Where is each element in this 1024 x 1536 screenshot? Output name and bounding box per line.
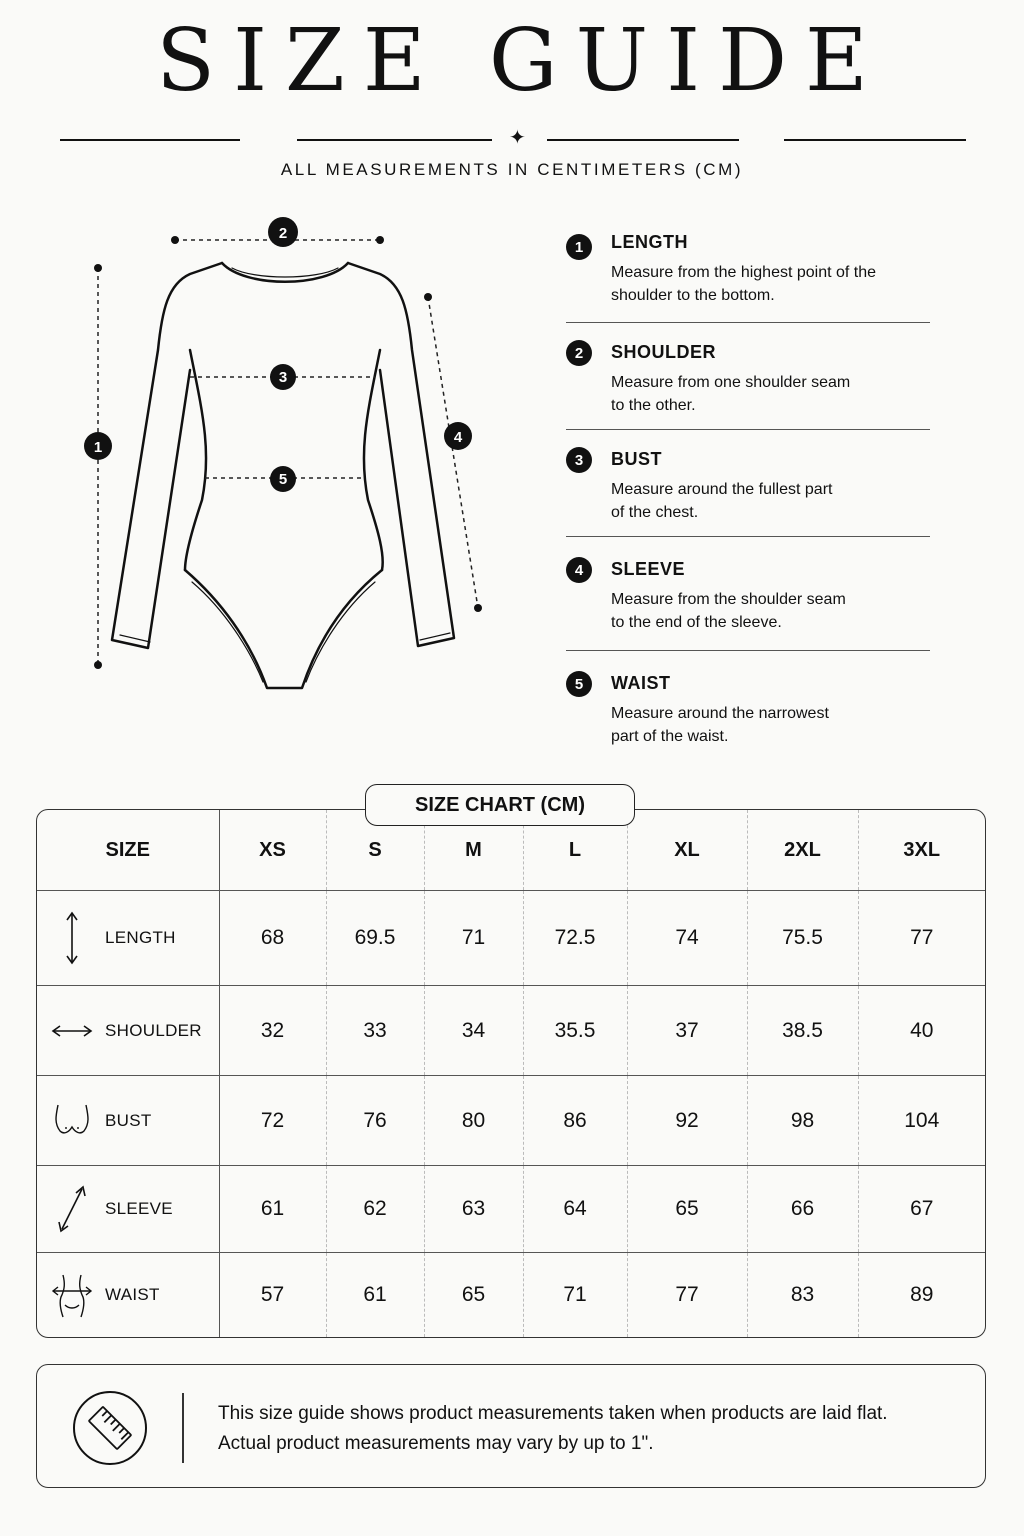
- svg-text:3: 3: [278, 369, 288, 386]
- svg-text:1: 1: [93, 439, 103, 456]
- horizontal-arrow-icon: [51, 1010, 93, 1052]
- table-cell: 98: [747, 1076, 858, 1166]
- definition-title: SHOULDER: [611, 342, 717, 362]
- definition-text: Measure around the narrowest part of the waist.: [611, 705, 829, 745]
- row-header: [37, 891, 219, 986]
- table-cell: 92: [627, 1076, 747, 1166]
- definition-text: Measure from the highest point of the shoulder to the bottom.: [611, 264, 877, 304]
- size-column-header: M: [424, 810, 523, 891]
- definition-title: SLEEVE: [611, 559, 686, 579]
- size-column-header: S: [326, 810, 424, 891]
- star-ornament-icon: ✦: [509, 127, 526, 149]
- size-header-label: SIZE: [37, 810, 219, 891]
- definition-sleeve: [566, 537, 930, 650]
- table-cell: 38.5: [747, 986, 858, 1076]
- table-cell: 74: [627, 891, 747, 986]
- table-cell: 40: [858, 986, 985, 1076]
- table-row-length: [37, 891, 985, 986]
- row-label: BUST: [105, 1110, 152, 1130]
- note-line-2: Actual product measurements may vary by up to 1".: [218, 1433, 654, 1454]
- table-cell: 65: [627, 1166, 747, 1253]
- vertical-arrow-icon: [51, 917, 93, 959]
- definition-title: BUST: [611, 449, 662, 469]
- table-row-bust: [37, 1076, 985, 1166]
- table-cell: 37: [627, 986, 747, 1076]
- page-title: SIZE GUIDE: [156, 11, 886, 111]
- table-cell: 89: [858, 1253, 985, 1338]
- waist-icon: [51, 1274, 93, 1316]
- row-header: [37, 1253, 219, 1338]
- table-cell: 34: [424, 986, 523, 1076]
- table-row-shoulder: [37, 986, 985, 1076]
- table-cell: 66: [747, 1166, 858, 1253]
- definition-text: Measure from one shoulder seam to the other.: [611, 374, 851, 414]
- units-subtitle: ALL MEASUREMENTS IN CENTIMETERS (CM): [280, 160, 744, 179]
- row-header: [37, 986, 219, 1076]
- divider-center-left: [297, 139, 492, 141]
- table-cell: 69.5: [326, 891, 424, 986]
- table-row-waist: [37, 1253, 985, 1338]
- row-header: [37, 1166, 219, 1253]
- row-label: SLEEVE: [105, 1199, 173, 1218]
- table-cell: 35.5: [523, 986, 627, 1076]
- size-column-header: 3XL: [858, 810, 985, 891]
- svg-text:2: 2: [278, 225, 288, 242]
- number-badge: 3: [566, 447, 592, 473]
- ruler-icon: [72, 1390, 148, 1466]
- table-cell: 104: [858, 1076, 985, 1166]
- note-line-1: This size guide shows product measurements taken when products are laid flat.: [218, 1403, 888, 1424]
- number-badge: 1: [566, 234, 592, 260]
- table-cell: 77: [858, 891, 985, 986]
- divider-right: [784, 139, 966, 141]
- row-label: SHOULDER: [105, 1020, 202, 1040]
- table-cell: 68: [219, 891, 326, 986]
- table-cell: 71: [424, 891, 523, 986]
- table-cell: 80: [424, 1076, 523, 1166]
- size-chart-table: [36, 809, 986, 1338]
- table-cell: 64: [523, 1166, 627, 1253]
- table-cell: 86: [523, 1076, 627, 1166]
- measurement-note: [36, 1364, 986, 1488]
- row-label: WAIST: [105, 1285, 160, 1304]
- definition-title: LENGTH: [611, 232, 688, 252]
- table-cell: 76: [326, 1076, 424, 1166]
- size-column-header: 2XL: [747, 810, 858, 891]
- size-column-header: XL: [627, 810, 747, 891]
- table-cell: 57: [219, 1253, 326, 1338]
- divider-center-right: [547, 139, 739, 141]
- svg-text:4: 4: [453, 429, 463, 446]
- table-cell: 67: [858, 1166, 985, 1253]
- note-divider: [182, 1393, 184, 1463]
- table-row-sleeve: [37, 1166, 985, 1253]
- measurement-definitions: [566, 228, 930, 751]
- definition-text: Measure around the fullest part of the chest.: [611, 481, 833, 521]
- table-cell: 72.5: [523, 891, 627, 986]
- diagonal-arrow-icon: [51, 1188, 93, 1230]
- table-cell: 32: [219, 986, 326, 1076]
- note-text: [218, 1399, 888, 1459]
- bust-icon: [51, 1100, 93, 1142]
- table-cell: 65: [424, 1253, 523, 1338]
- size-column-header: XS: [219, 810, 326, 891]
- definition-shoulder: [566, 323, 930, 429]
- definition-title: WAIST: [611, 673, 671, 693]
- size-column-header: L: [523, 810, 627, 891]
- table-cell: 33: [326, 986, 424, 1076]
- row-header: [37, 1076, 219, 1166]
- table-cell: 61: [326, 1253, 424, 1338]
- table-cell: 83: [747, 1253, 858, 1338]
- size-chart-title: SIZE CHART (CM): [365, 784, 635, 826]
- definition-text: Measure from the shoulder seam to the end of the sleeve.: [611, 591, 846, 631]
- table-cell: 61: [219, 1166, 326, 1253]
- bodysuit-diagram: [40, 210, 510, 710]
- number-badge: 2: [566, 340, 592, 366]
- table-cell: 77: [627, 1253, 747, 1338]
- number-badge: 5: [566, 671, 592, 697]
- definition-bust: [566, 430, 930, 536]
- table-cell: 62: [326, 1166, 424, 1253]
- row-label: LENGTH: [105, 928, 176, 947]
- table-cell: 75.5: [747, 891, 858, 986]
- svg-text:5: 5: [278, 471, 288, 488]
- definition-length: [566, 232, 930, 322]
- divider-left: [60, 139, 240, 141]
- table-cell: 71: [523, 1253, 627, 1338]
- definition-waist: [566, 651, 930, 751]
- table-cell: 63: [424, 1166, 523, 1253]
- table-cell: 72: [219, 1076, 326, 1166]
- number-badge: 4: [566, 557, 592, 583]
